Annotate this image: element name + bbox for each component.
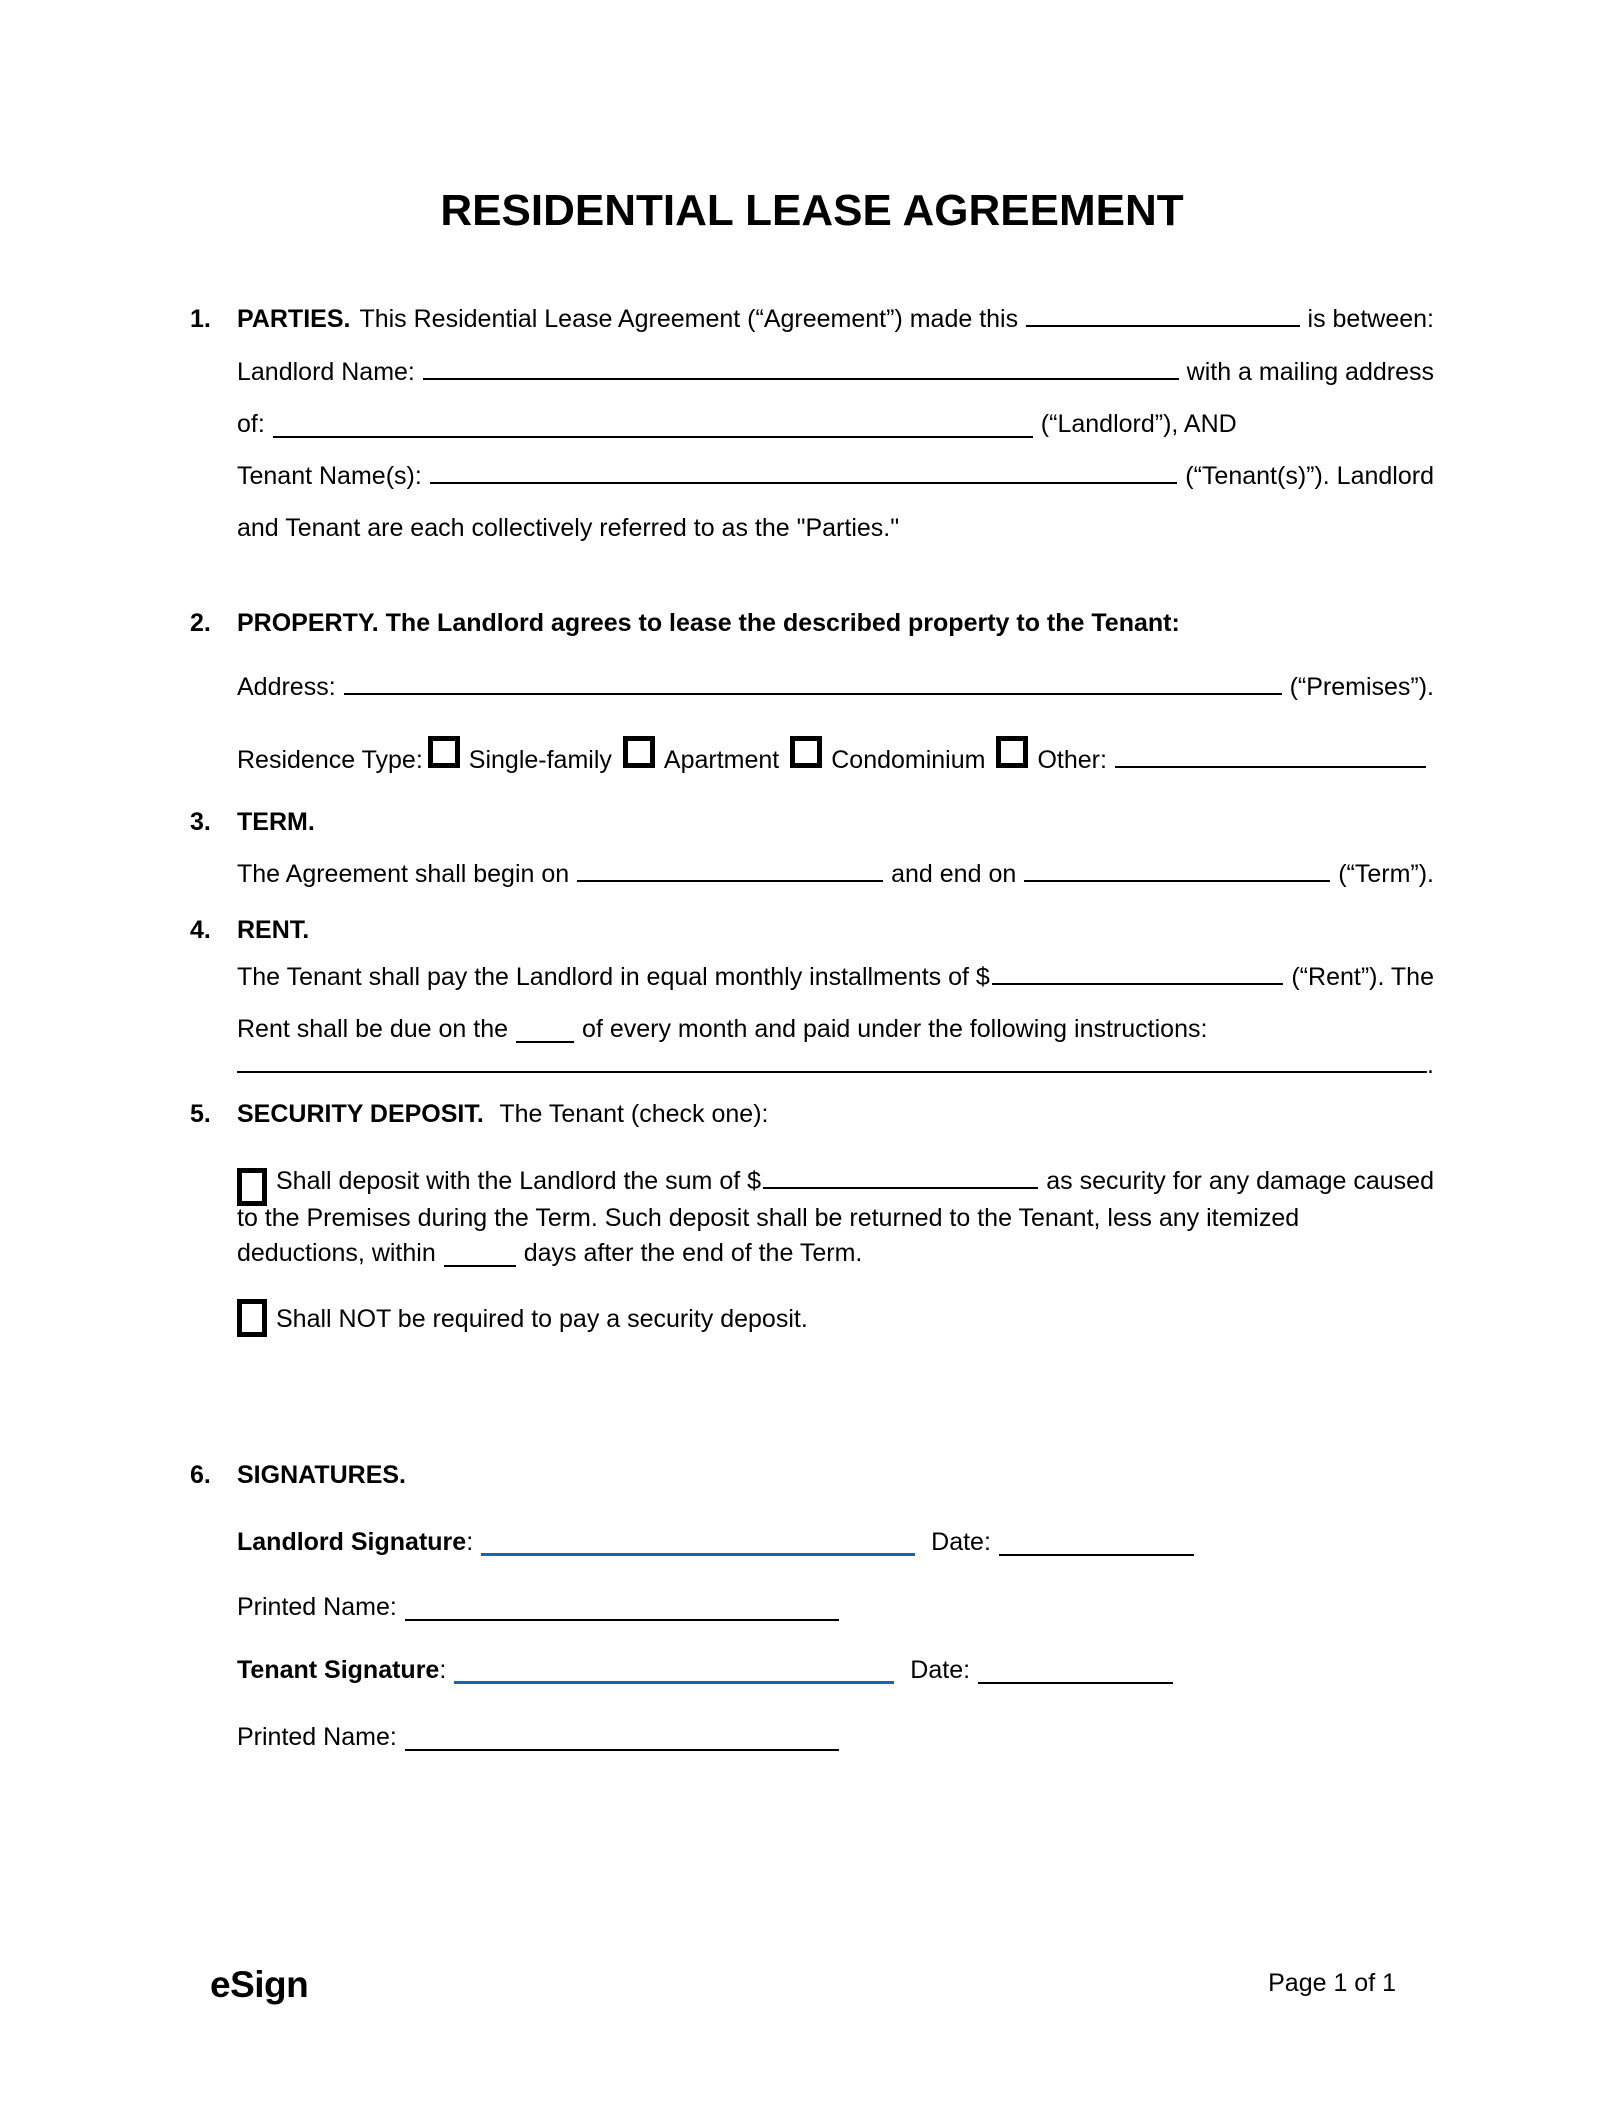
- landlord-name-line: [237, 357, 1434, 387]
- landlord-printed-name-label: Printed Name:: [237, 1593, 397, 1621]
- rent-heading: RENT.: [237, 916, 310, 944]
- tenant-date-blank[interactable]: [978, 1662, 1173, 1684]
- parties-intro-text: This Residential Lease Agreement (“Agreement”) made this: [359, 305, 1019, 333]
- section-number-security-deposit: 5.: [190, 1100, 211, 1128]
- landlord-signature-line-row: [237, 1527, 1434, 1557]
- landlord-signature-label: Landlord Signature: [237, 1528, 467, 1556]
- deposit-option1-line1: [237, 1166, 1434, 1196]
- landlord-signature-colon: :: [466, 1528, 474, 1556]
- term-end-text: (“Term”).: [1338, 860, 1435, 888]
- parties-closing-text: and Tenant are each collectively referred to as the "Parties.": [237, 514, 900, 542]
- landlord-address-line: [237, 409, 1434, 439]
- tenant-printed-name-label: Printed Name:: [237, 1723, 397, 1751]
- tenant-signature-label: Tenant Signature: [237, 1656, 440, 1684]
- term-dates-line: [237, 859, 1434, 889]
- other-checkbox[interactable]: [996, 736, 1028, 768]
- rent-amount-line: [237, 962, 1434, 992]
- deposit-required-checkbox[interactable]: [237, 1168, 267, 1206]
- rent-due-tail: of every month and paid under the following instructions:: [582, 1015, 1208, 1043]
- property-heading-line: [237, 608, 1434, 638]
- landlord-printed-name-row: [237, 1592, 1434, 1622]
- rent-amount-text: The Tenant shall pay the Landlord in equal monthly installments of $: [237, 963, 990, 991]
- deposit-option1-tail: as security for any damage caused: [1046, 1167, 1434, 1195]
- esign-logo: eSign: [210, 1964, 309, 2005]
- document-title: RESIDENTIAL LEASE AGREEMENT: [440, 186, 1184, 235]
- term-end-date-blank[interactable]: [1024, 860, 1330, 882]
- rent-due-line: [237, 1014, 1434, 1044]
- tenant-signature-line[interactable]: [454, 1661, 894, 1684]
- property-heading: PROPERTY.: [237, 609, 379, 637]
- signatures-heading-line: [237, 1460, 1434, 1490]
- deposit-amount-blank[interactable]: [763, 1167, 1038, 1189]
- parties-intro-tail: is between:: [1307, 305, 1434, 333]
- rent-due-day-blank[interactable]: [516, 1021, 574, 1043]
- deposit-days-text: deductions, within: [237, 1239, 436, 1267]
- of-label: of:: [237, 410, 265, 438]
- no-deposit-checkbox[interactable]: [237, 1299, 267, 1337]
- landlord-signature-line[interactable]: [481, 1533, 915, 1556]
- deposit-option2-line: [237, 1299, 1434, 1337]
- payment-instructions-period: .: [1427, 1051, 1434, 1079]
- term-begin-date-blank[interactable]: [577, 860, 883, 882]
- term-begin-text: The Agreement shall begin on: [237, 860, 570, 888]
- section-number-signatures: 6.: [190, 1461, 211, 1489]
- signatures-heading: SIGNATURES.: [237, 1461, 406, 1489]
- tenant-printed-name-blank[interactable]: [405, 1729, 839, 1751]
- landlord-address-tail: (“Landlord”), AND: [1040, 410, 1237, 438]
- landlord-printed-name-blank[interactable]: [405, 1599, 839, 1621]
- rent-amount-blank[interactable]: [992, 963, 1284, 985]
- address-tail: (“Premises”).: [1289, 673, 1434, 701]
- payment-instructions-line: [237, 1050, 1434, 1080]
- tenant-signature-colon: :: [439, 1656, 447, 1684]
- landlord-name-tail: with a mailing address: [1186, 358, 1434, 386]
- rent-due-text: Rent shall be due on the: [237, 1015, 509, 1043]
- other-residence-blank[interactable]: [1115, 746, 1426, 768]
- term-heading: TERM.: [237, 808, 315, 836]
- landlord-name-blank[interactable]: [423, 358, 1179, 380]
- other-label: Other:: [1037, 746, 1107, 774]
- section-number-term: 3.: [190, 808, 211, 836]
- section-number-rent: 4.: [190, 916, 211, 944]
- payment-instructions-blank[interactable]: [237, 1051, 1427, 1073]
- security-deposit-heading-line: [237, 1099, 1434, 1129]
- deposit-option1-line3: [237, 1238, 1434, 1268]
- section-number-property: 2.: [190, 609, 211, 637]
- security-deposit-heading-rest: The Tenant (check one):: [499, 1100, 769, 1128]
- page-number: Page 1 of 1: [1268, 1969, 1396, 1997]
- section-number-parties: 1.: [190, 305, 211, 333]
- tenant-name-line: [237, 461, 1434, 491]
- tenant-name-blank[interactable]: [430, 462, 1177, 484]
- address-label: Address:: [237, 673, 336, 701]
- parties-intro-line: [237, 304, 1434, 334]
- term-heading-line: [237, 807, 1434, 837]
- property-heading-rest: The Landlord agrees to lease the described property to the Tenant:: [385, 609, 1180, 637]
- tenant-date-label: Date:: [910, 1656, 971, 1684]
- deposit-option1-line2: [237, 1203, 1434, 1233]
- apartment-checkbox[interactable]: [623, 736, 655, 768]
- deposit-option1-text: Shall deposit with the Landlord the sum of $: [276, 1167, 762, 1195]
- landlord-address-blank[interactable]: [273, 416, 1033, 438]
- landlord-name-label: Landlord Name:: [237, 358, 415, 386]
- parties-closing-line: [237, 513, 1434, 543]
- tenant-printed-name-row: [237, 1722, 1434, 1752]
- agreement-date-blank[interactable]: [1026, 305, 1299, 327]
- premises-address-blank[interactable]: [344, 673, 1282, 695]
- security-deposit-heading: SECURITY DEPOSIT.: [237, 1100, 484, 1128]
- deposit-option1-line2-text: to the Premises during the Term. Such deposit shall be returned to the Tenant, less any itemized: [237, 1204, 1300, 1232]
- landlord-date-blank[interactable]: [999, 1534, 1194, 1556]
- deposit-return-days-blank[interactable]: [444, 1245, 516, 1267]
- landlord-date-label: Date:: [931, 1528, 991, 1556]
- single-family-checkbox[interactable]: [428, 736, 460, 768]
- deposit-days-tail: days after the end of the Term.: [523, 1239, 863, 1267]
- tenant-name-tail: (“Tenant(s)”). Landlord: [1185, 462, 1434, 490]
- parties-heading: PARTIES.: [237, 305, 351, 333]
- residence-type-line: [237, 736, 1434, 775]
- tenant-name-label: Tenant Name(s):: [237, 462, 422, 490]
- term-middle-text: and end on: [891, 860, 1017, 888]
- single-family-label: Single-family: [468, 746, 612, 774]
- condominium-checkbox[interactable]: [790, 736, 822, 768]
- rent-amount-tail: (“Rent”). The: [1291, 963, 1434, 991]
- apartment-label: Apartment: [663, 746, 780, 774]
- condominium-label: Condominium: [831, 746, 986, 774]
- property-address-line: [237, 672, 1434, 702]
- tenant-signature-line-row: [237, 1655, 1434, 1685]
- residence-type-label: Residence Type:: [237, 746, 423, 774]
- rent-heading-line: [237, 915, 1434, 945]
- deposit-option2-text: Shall NOT be required to pay a security deposit.: [276, 1305, 808, 1333]
